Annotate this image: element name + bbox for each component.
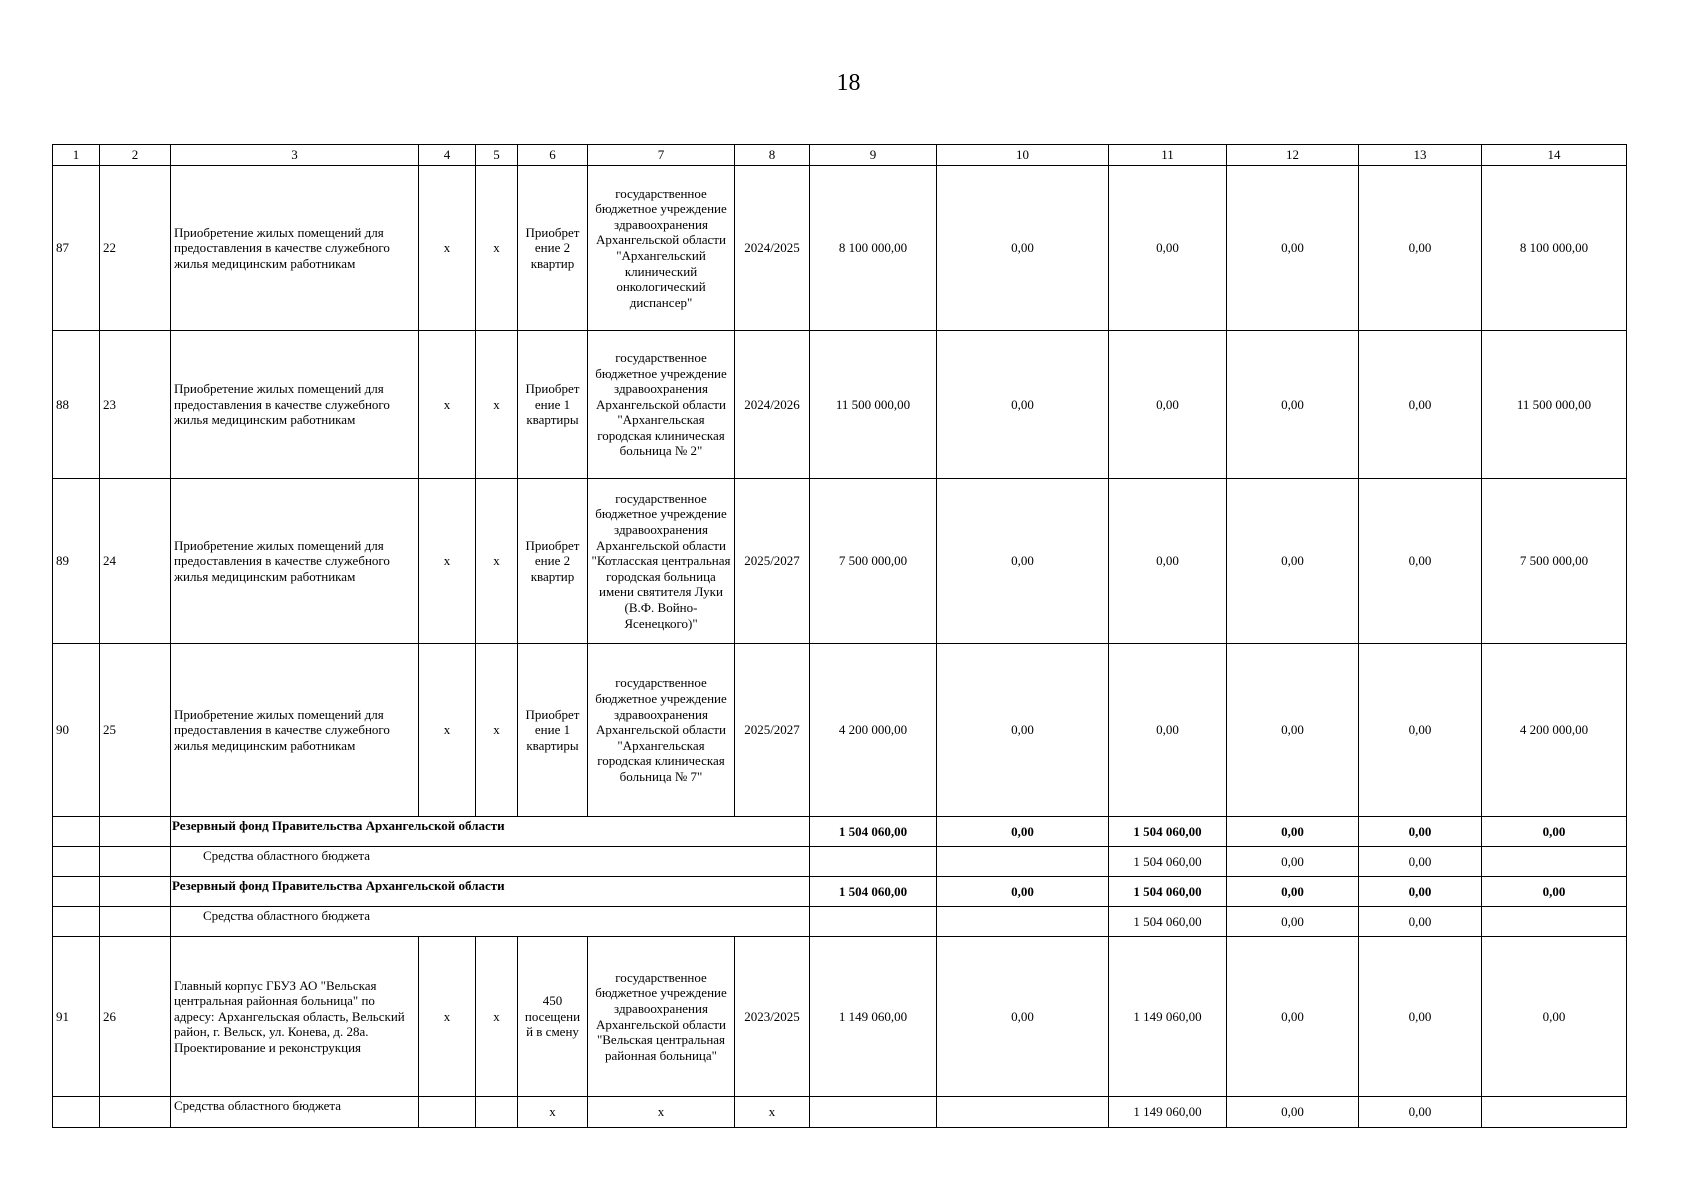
- amount-c10: 0,00: [937, 937, 1109, 1097]
- col-header-5: 5: [476, 145, 518, 166]
- page-number: 18: [836, 70, 861, 96]
- object-name: Приобретение жилых помещений для предоставления в качестве служебного жилья медицинским работникам: [171, 166, 419, 331]
- amount-c13: 0,00: [1359, 937, 1482, 1097]
- amount-c12: 0,00: [1227, 479, 1359, 644]
- amount-c14: 7 500 000,00: [1482, 479, 1627, 644]
- customer: государственное бюджетное учреждение здравоохранения Архангельской области "Котласская центральная городская больница имени святителя Луки (В.Ф. Войно-Ясенецкого)": [588, 479, 735, 644]
- row-sub-index: 22: [100, 166, 171, 331]
- cell-c4: x: [419, 479, 476, 644]
- row-index: 87: [53, 166, 100, 331]
- amount-c10: 0,00: [937, 479, 1109, 644]
- customer: государственное бюджетное учреждение здравоохранения Архангельской области "Архангельская городская клиническая больница № 7": [588, 644, 735, 817]
- row-index: 91: [53, 937, 100, 1097]
- object-name: Приобретение жилых помещений для предоставления в качестве служебного жилья медицинским работникам: [171, 479, 419, 644]
- capacity: Приобрет ение 1 квартиры: [518, 644, 588, 817]
- row-sub-index: 25: [100, 644, 171, 817]
- amount-c11: 0,00: [1109, 644, 1227, 817]
- summary-c14: 0,00: [1482, 877, 1627, 907]
- cell-c5: x: [476, 331, 518, 479]
- summary-c14: 0,00: [1482, 817, 1627, 847]
- summary-c13: 0,00: [1359, 877, 1482, 907]
- summary-c13: 0,00: [1359, 817, 1482, 847]
- source-c13: 0,00: [1359, 847, 1482, 877]
- summary-c10: 0,00: [937, 817, 1109, 847]
- summary-c11: 1 504 060,00: [1109, 877, 1227, 907]
- source-c11: 1 504 060,00: [1109, 847, 1227, 877]
- amount-c11: 0,00: [1109, 479, 1227, 644]
- row-sub-index: 24: [100, 479, 171, 644]
- summary-row: [53, 817, 1627, 847]
- amount-c12: 0,00: [1227, 644, 1359, 817]
- empty-cell: [810, 1097, 937, 1128]
- source-label: Средства областного бюджета: [171, 907, 810, 937]
- empty-cell: [937, 847, 1109, 877]
- source-c11: 1 149 060,00: [1109, 1097, 1227, 1128]
- source-label: Средства областного бюджета: [171, 1097, 419, 1128]
- capacity: Приобрет ение 1 квартиры: [518, 331, 588, 479]
- amount-c13: 0,00: [1359, 331, 1482, 479]
- col-header-3: 3: [171, 145, 419, 166]
- col-header-7: 7: [588, 145, 735, 166]
- empty-cell: [53, 877, 100, 907]
- col-header-1: 1: [53, 145, 100, 166]
- amount-c14: 11 500 000,00: [1482, 331, 1627, 479]
- cell-c4: x: [419, 166, 476, 331]
- empty-cell: [937, 1097, 1109, 1128]
- table-row: [53, 331, 1627, 479]
- summary-row: [53, 877, 1627, 907]
- cell-c4: x: [419, 644, 476, 817]
- col-header-11: 11: [1109, 145, 1227, 166]
- col-header-12: 12: [1227, 145, 1359, 166]
- cell-c5: x: [476, 479, 518, 644]
- summary-c9: 1 504 060,00: [810, 817, 937, 847]
- capacity: Приобрет ение 2 квартир: [518, 479, 588, 644]
- cell-c4: x: [419, 937, 476, 1097]
- summary-label: Резервный фонд Правительства Архангельской области: [171, 877, 810, 907]
- source-c13: 0,00: [1359, 1097, 1482, 1128]
- amount-c11: 0,00: [1109, 331, 1227, 479]
- amount-c9: 11 500 000,00: [810, 331, 937, 479]
- table-row: [53, 644, 1627, 817]
- amount-c13: 0,00: [1359, 644, 1482, 817]
- column-number-row: [53, 145, 1627, 166]
- row-index: 89: [53, 479, 100, 644]
- customer: государственное бюджетное учреждение здравоохранения Архангельской области "Архангельский клинический онкологический диспансер": [588, 166, 735, 331]
- amount-c10: 0,00: [937, 166, 1109, 331]
- amount-c10: 0,00: [937, 331, 1109, 479]
- period: 2025/2027: [735, 479, 810, 644]
- col-header-6: 6: [518, 145, 588, 166]
- period: 2024/2025: [735, 166, 810, 331]
- empty-cell: [100, 907, 171, 937]
- source-c12: 0,00: [1227, 907, 1359, 937]
- customer: государственное бюджетное учреждение здравоохранения Архангельской области "Вельская центральная районная больница": [588, 937, 735, 1097]
- col-header-2: 2: [100, 145, 171, 166]
- capacity: Приобрет ение 2 квартир: [518, 166, 588, 331]
- table-row: [53, 479, 1627, 644]
- source-c13: 0,00: [1359, 907, 1482, 937]
- row-sub-index: 23: [100, 331, 171, 479]
- object-name: Главный корпус ГБУЗ АО "Вельская центральная районная больница" по адресу: Архангельская область, Вельский район, г. Вельск, ул. Конева, д. 28а. Проектирование и реконструкция: [171, 937, 419, 1097]
- cell-c5: x: [476, 937, 518, 1097]
- amount-c9: 1 149 060,00: [810, 937, 937, 1097]
- amount-c12: 0,00: [1227, 166, 1359, 331]
- col-header-9: 9: [810, 145, 937, 166]
- empty-cell: [100, 847, 171, 877]
- empty-cell: [53, 1097, 100, 1128]
- summary-c11: 1 504 060,00: [1109, 817, 1227, 847]
- amount-c14: 4 200 000,00: [1482, 644, 1627, 817]
- period: 2024/2026: [735, 331, 810, 479]
- col-header-10: 10: [937, 145, 1109, 166]
- empty-cell: [810, 907, 937, 937]
- empty-cell: [100, 1097, 171, 1128]
- empty-cell: [1482, 847, 1627, 877]
- row-index: 88: [53, 331, 100, 479]
- cell-c8: x: [735, 1097, 810, 1128]
- amount-c13: 0,00: [1359, 479, 1482, 644]
- summary-c12: 0,00: [1227, 817, 1359, 847]
- amount-c13: 0,00: [1359, 166, 1482, 331]
- funding-source-row: [53, 1097, 1627, 1128]
- period: 2023/2025: [735, 937, 810, 1097]
- amount-c9: 4 200 000,00: [810, 644, 937, 817]
- summary-c9: 1 504 060,00: [810, 877, 937, 907]
- col-header-13: 13: [1359, 145, 1482, 166]
- row-index: 90: [53, 644, 100, 817]
- source-c12: 0,00: [1227, 1097, 1359, 1128]
- table-row: [53, 166, 1627, 331]
- col-header-8: 8: [735, 145, 810, 166]
- row-sub-index: 26: [100, 937, 171, 1097]
- empty-cell: [937, 907, 1109, 937]
- summary-c10: 0,00: [937, 877, 1109, 907]
- object-name: Приобретение жилых помещений для предоставления в качестве служебного жилья медицинским работникам: [171, 331, 419, 479]
- source-c11: 1 504 060,00: [1109, 907, 1227, 937]
- funding-source-row: [53, 847, 1627, 877]
- empty-cell: [53, 847, 100, 877]
- cell-c5: x: [476, 644, 518, 817]
- col-header-14: 14: [1482, 145, 1627, 166]
- table-row: [53, 937, 1627, 1097]
- capacity: 450 посещени й в смену: [518, 937, 588, 1097]
- program-table: [52, 144, 1627, 1128]
- col-header-4: 4: [419, 145, 476, 166]
- source-c12: 0,00: [1227, 847, 1359, 877]
- amount-c10: 0,00: [937, 644, 1109, 817]
- source-label: Средства областного бюджета: [171, 847, 810, 877]
- amount-c12: 0,00: [1227, 937, 1359, 1097]
- amount-c9: 7 500 000,00: [810, 479, 937, 644]
- object-name: Приобретение жилых помещений для предоставления в качестве служебного жилья медицинским работникам: [171, 644, 419, 817]
- cell-c7: x: [588, 1097, 735, 1128]
- summary-label: Резервный фонд Правительства Архангельской области: [171, 817, 810, 847]
- funding-source-row: [53, 907, 1627, 937]
- cell-c4: x: [419, 331, 476, 479]
- amount-c14: 8 100 000,00: [1482, 166, 1627, 331]
- summary-c12: 0,00: [1227, 877, 1359, 907]
- amount-c12: 0,00: [1227, 331, 1359, 479]
- cell-c6: x: [518, 1097, 588, 1128]
- empty-cell: [100, 817, 171, 847]
- cell-c5: x: [476, 166, 518, 331]
- empty-cell: [1482, 907, 1627, 937]
- empty-cell: [476, 1097, 518, 1128]
- empty-cell: [1482, 1097, 1627, 1128]
- empty-cell: [53, 907, 100, 937]
- amount-c14: 0,00: [1482, 937, 1627, 1097]
- empty-cell: [53, 817, 100, 847]
- amount-c11: 1 149 060,00: [1109, 937, 1227, 1097]
- customer: государственное бюджетное учреждение здравоохранения Архангельской области "Архангельская городская клиническая больница № 2": [588, 331, 735, 479]
- empty-cell: [810, 847, 937, 877]
- amount-c9: 8 100 000,00: [810, 166, 937, 331]
- empty-cell: [100, 877, 171, 907]
- amount-c11: 0,00: [1109, 166, 1227, 331]
- period: 2025/2027: [735, 644, 810, 817]
- empty-cell: [419, 1097, 476, 1128]
